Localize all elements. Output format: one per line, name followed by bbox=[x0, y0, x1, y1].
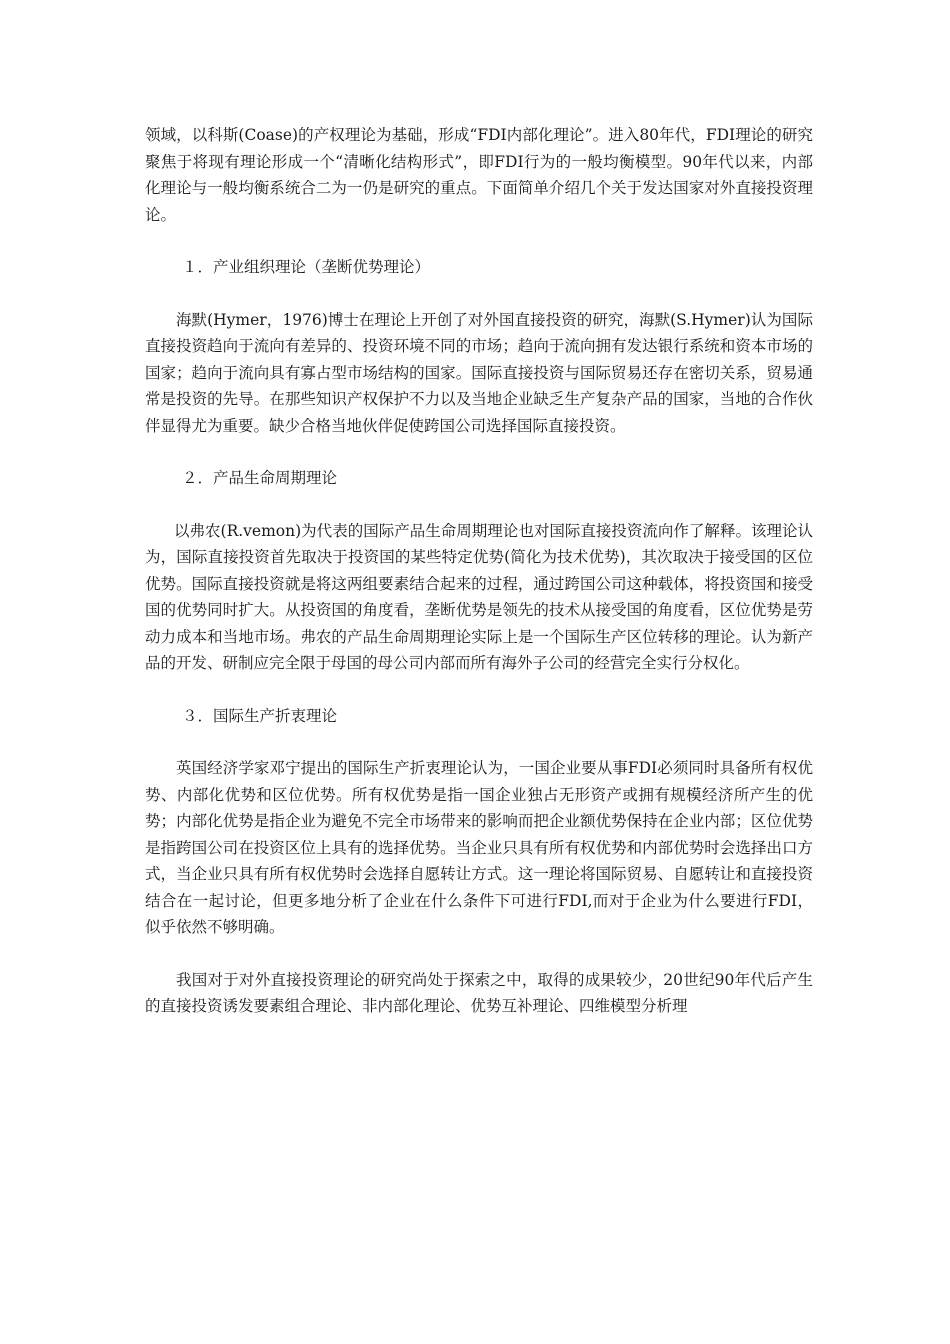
document-body bbox=[145, 122, 813, 1020]
paragraph-dunning-theory: 英国经济学家邓宁提出的国际生产折衷理论认为，一国企业要从事FDI必须同时具备所有权优势、内部化优势和区位优势。所有权优势是指一国企业独占无形资产或拥有规模经济所产生的优势；内部化优势是指企业为避免不完全市场带来的影响而把企业额优势保持在企业内部；区位优势是指跨国公司在投资区位上具有的选择优势。当企业只具有所有权优势和内部优势时会选择出口方式，当企业只具有所有权优势时会选择自愿转让方式。这一理论将国际贸易、自愿转让和直接投资结合在一起讨论，但更多地分析了企业在什么条件下可进行FDI,而对于企业为什么要进行FDI，似乎依然不够明确。 bbox=[145, 759, 813, 936]
section-heading-industrial-organization: １．产业组织理论（垄断优势理论） bbox=[182, 258, 431, 276]
paragraph-hymer-theory: 海默(Hymer，1976)博士在理论上开创了对外国直接投资的研究，海默(S.Hymer)认为国际直接投资趋向于流向有差异的、投资环境不同的市场；趋向于流向拥有发达银行系统和资本市场的国家；趋向于流向具有寡占型市场结构的国家。国际直接投资与国际贸易还存在密切关系，贸易通常是投资的先导。在那些知识产权保护不力以及当地企业缺乏生产复杂产品的国家，当地的合作伙伴显得尤为重要。缺少合格当地伙伴促使跨国公司选择国际直接投资。 bbox=[145, 310, 813, 435]
paragraph-vernon-theory: 以弗农(R.vemon)为代表的国际产品生命周期理论也对国际直接投资流向作了解释。该理论认为，国际直接投资首先取决于投资国的某些特定优势(简化为技术优势)，其次取决于接受国的区位优势。国际直接投资就是将这两组要素结合起来的过程，通过跨国公司这种载体，将投资国和接受国的优势同时扩大。从投资国的角度看，垄断优势是领先的技术从接受国的角度看，区位优势是劳动力成本和当地市场。弗农的产品生命周期理论实际上是一个国际生产区位转移的理论。认为新产品的开发、研制应完全限于母国的母公司内部而所有海外子公司的经营完全实行分权化。 bbox=[145, 521, 813, 672]
paragraph-china-research: 我国对于对外直接投资理论的研究尚处于探索之中，取得的成果较少，20世纪90年代后产生的直接投资诱发要素组合理论、非内部化理论、优势互补理论、四维模型分析理 bbox=[145, 970, 813, 1015]
paragraph-intro: 领域，以科斯(Coase)的产权理论为基础，形成“FDI内部化理论”。进入80年代，FDI理论的研究聚焦于将现有理论形成一个“清晰化结构形式”，即FDI行为的一般均衡模型。90年代以来，内部化理论与一般均衡系统合二为一仍是研究的重点。下面简单介绍几个关于发达国家对外直接投资理论。 bbox=[145, 126, 813, 224]
section-heading-eclectic-theory: ３．国际生产折衷理论 bbox=[182, 706, 338, 725]
section-heading-product-life-cycle: ２．产品生命周期理论 bbox=[182, 469, 338, 487]
